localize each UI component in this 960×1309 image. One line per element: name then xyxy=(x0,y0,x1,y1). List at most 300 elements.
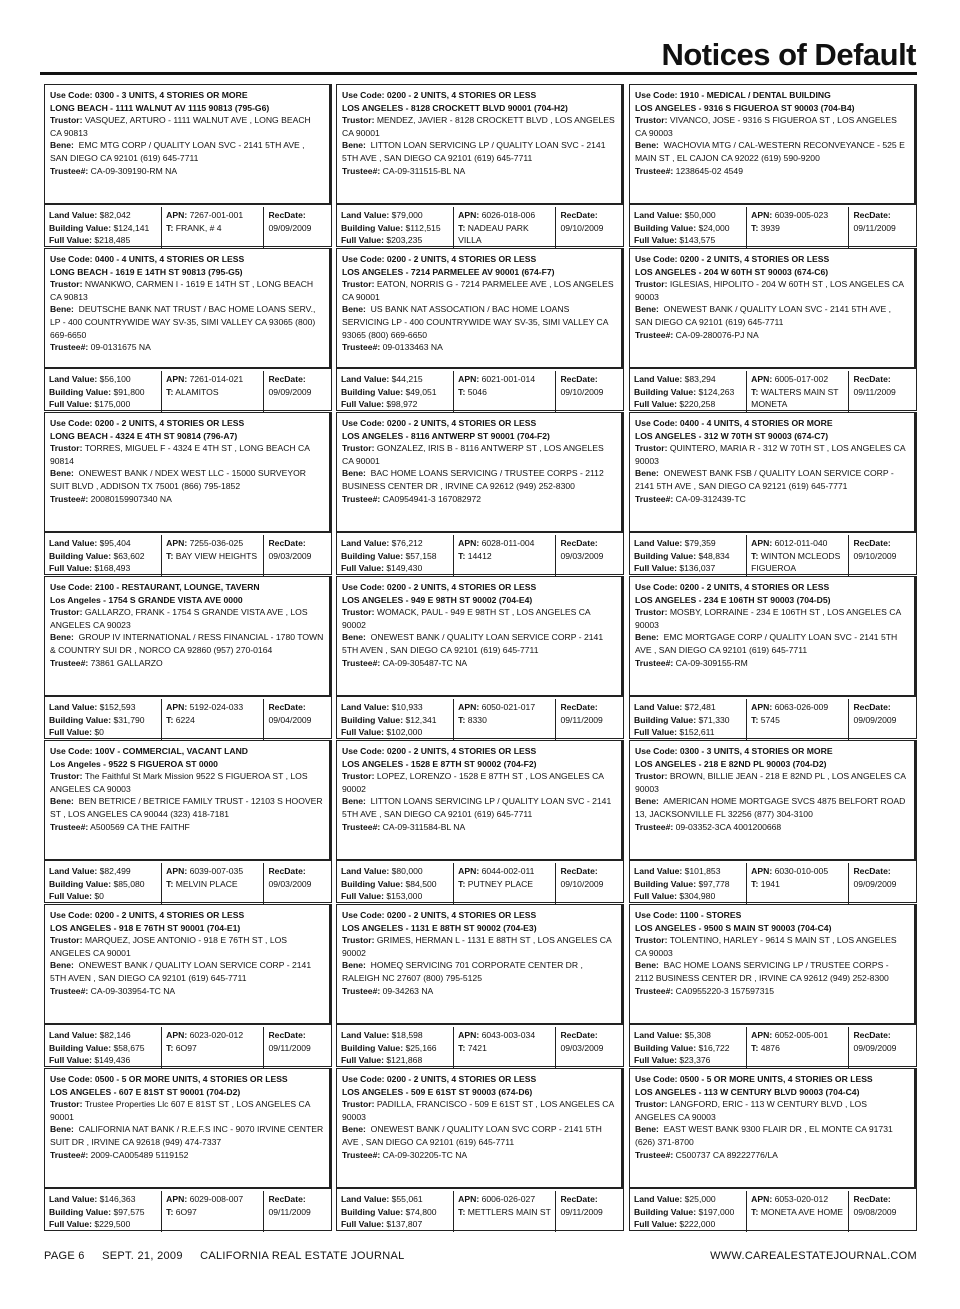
trustee-line xyxy=(635,821,909,834)
land-value-label: Land Value: xyxy=(341,374,390,384)
apn-value: 6039-007-035 xyxy=(189,866,244,876)
tract-label: T: xyxy=(166,714,174,725)
apn-line xyxy=(751,865,844,878)
tract-label: T: xyxy=(458,1206,466,1217)
building-value-line xyxy=(341,878,449,891)
tract-value: 14412 xyxy=(467,550,492,561)
land-value-label: Land Value: xyxy=(634,702,683,712)
trustee-value: CA-09-305487-TC NA xyxy=(382,657,468,668)
tract-line xyxy=(458,1206,551,1219)
trustor-line xyxy=(635,442,909,467)
bene-label: Bene: xyxy=(635,632,659,643)
notice-body xyxy=(45,249,331,369)
trustee-label: Trustee#: xyxy=(635,165,674,176)
use-code: Use Code: 1100 - STORES xyxy=(635,910,742,920)
notice-body xyxy=(630,577,916,697)
full-value-label: Full Value: xyxy=(49,1219,92,1230)
property-location: LOS ANGELES - 113 W CENTURY BLVD 90003 (704-C4) xyxy=(635,1086,860,1097)
apn-value: 7267-001-001 xyxy=(189,210,244,220)
apn-line xyxy=(166,209,259,222)
notice-values xyxy=(630,863,916,904)
land-value-line xyxy=(341,1029,449,1042)
trustee-label: Trustee#: xyxy=(50,1149,89,1160)
land-value-line xyxy=(341,865,449,878)
apn-value: 6039-005-023 xyxy=(774,210,829,220)
apn-label: APN: xyxy=(166,374,188,384)
apn-cell xyxy=(162,1027,264,1068)
trustee-value: 2009-CA005489 5119152 xyxy=(90,1149,189,1160)
land-value-line xyxy=(634,1029,742,1042)
recdate-label: RecDate: xyxy=(268,538,306,548)
full-value-label: Full Value: xyxy=(341,891,384,902)
apn-label: APN: xyxy=(751,538,773,548)
apn-value: 6028-011-004 xyxy=(481,538,535,548)
bene-value: BEN BETRICE / BETRICE FAMILY TRUST - 12103 S HOOVER ST , LOS ANGELES CA 90044 (323) 418-7181 xyxy=(50,796,323,819)
notice-values xyxy=(630,1027,916,1068)
building-value-label: Building Value: xyxy=(49,550,112,561)
notice-body xyxy=(630,1069,916,1189)
trustee-value: CA-09-280076-PJ NA xyxy=(675,329,759,340)
bene-label: Bene: xyxy=(50,960,74,971)
notice-values xyxy=(45,535,331,576)
building-value-line xyxy=(341,386,449,399)
value-cell xyxy=(337,863,454,904)
land-value-line xyxy=(49,865,157,878)
bene-line xyxy=(50,467,324,492)
building-value-line xyxy=(49,550,157,563)
trustee-label: Trustee#: xyxy=(50,821,89,832)
bene-label: Bene: xyxy=(50,1124,74,1135)
recdate-value: 09/10/2009 xyxy=(853,550,897,561)
full-value-line xyxy=(341,562,449,575)
notice-values xyxy=(337,535,623,576)
building-value-line xyxy=(341,1206,449,1219)
apn-label: APN: xyxy=(751,702,773,712)
notice-values xyxy=(45,1191,331,1232)
apn-line xyxy=(751,1193,844,1206)
use-code: Use Code: 0200 - 2 UNITS, 4 STORIES OR LESS xyxy=(342,910,537,920)
apn-value: 6053-020-012 xyxy=(774,1194,829,1204)
recdate-label: RecDate: xyxy=(560,1030,598,1040)
building-value-label: Building Value: xyxy=(634,1042,697,1053)
notice-values xyxy=(337,1027,623,1068)
notice-body xyxy=(630,249,916,369)
building-value-label: Building Value: xyxy=(634,222,697,233)
trustor-value: TOLENTINO, HARLEY - 9614 S MAIN ST , LOS ANGELES CA 90003 xyxy=(635,935,897,958)
apn-label: APN: xyxy=(458,210,480,220)
recdate-label: RecDate: xyxy=(268,1030,306,1040)
recdate-cell xyxy=(556,207,623,248)
building-value: $12,341 xyxy=(405,714,437,725)
notice-entry xyxy=(44,1068,332,1231)
tract-value: 8330 xyxy=(467,714,487,725)
building-value-label: Building Value: xyxy=(49,1042,112,1053)
recdate-label: RecDate: xyxy=(560,866,598,876)
value-cell xyxy=(337,207,454,248)
trustor-value: EATON, NORRIS G - 7214 PARMELEE AVE , LOS ANGELES CA 90001 xyxy=(342,279,614,302)
notice-values xyxy=(630,1191,916,1232)
tract-value: NADEAU PARK VILLA xyxy=(458,222,529,246)
building-value: $71,330 xyxy=(698,714,730,725)
footer-website[interactable]: WWW.CAREALESTATEJOURNAL.COM xyxy=(710,1250,917,1262)
building-value: $25,166 xyxy=(405,1042,437,1053)
building-value-label: Building Value: xyxy=(634,714,697,725)
trustor-value: GONZALEZ, IRIS B - 8116 ANTWERP ST , LOS ANGELES CA 90001 xyxy=(342,443,604,466)
notice-values xyxy=(45,207,331,248)
bene-label: Bene: xyxy=(50,304,74,315)
land-value: $82,146 xyxy=(99,1030,131,1040)
notice-body xyxy=(45,577,331,697)
building-value-line xyxy=(341,714,449,727)
apn-line xyxy=(166,537,259,550)
apn-cell xyxy=(162,699,264,740)
use-code: Use Code: 2100 - RESTAURANT, LOUNGE, TAVERN xyxy=(50,582,260,592)
apn-cell xyxy=(162,1191,264,1232)
full-value-label: Full Value: xyxy=(634,235,677,246)
land-value: $79,359 xyxy=(684,538,716,548)
trustee-line xyxy=(342,657,616,670)
building-value: $63,602 xyxy=(113,550,145,561)
apn-line xyxy=(458,701,551,714)
property-location: LOS ANGELES - 204 W 60TH ST 90003 (674-C6) xyxy=(635,266,829,277)
building-value-label: Building Value: xyxy=(341,1042,404,1053)
recdate-value: 09/03/2009 xyxy=(268,550,312,561)
trustor-label: Trustor: xyxy=(342,1099,375,1110)
trustee-line xyxy=(342,821,616,834)
bene-value: DEUTSCHE BANK NAT TRUST / BAC HOME LOANS SERV., LP - 400 COUNTRYWIDE WAY SV-35, SIMI VALLEY CA 93065 (800) 669-6650 xyxy=(50,304,316,340)
apn-cell xyxy=(454,863,556,904)
notice-body xyxy=(45,413,331,533)
notice-body xyxy=(630,741,916,861)
land-value: $95,404 xyxy=(99,538,131,548)
bene-value: ONEWEST BANK FSB / QUALITY LOAN SERVICE CORP - 2141 5TH AVE , SAN DIEGO CA 92121 (619) 645-7771 xyxy=(635,468,894,491)
trustor-value: BROWN, BILLIE JEAN - 218 E 82ND PL , LOS ANGELES CA 90003 xyxy=(635,771,906,794)
bene-value: CALIFORNIA NAT BANK / R.E.F.S INC - 9070 IRVINE CENTER SUIT DR , IRVINE CA 92618 (949) 474-7337 xyxy=(50,1124,324,1147)
full-value-line xyxy=(634,726,742,739)
trustor-value: QUINTERO, MARIA R - 312 W 70TH ST , LOS ANGELES CA 90003 xyxy=(635,443,906,466)
tract-label: T: xyxy=(166,1042,174,1053)
notice-column xyxy=(336,84,624,1233)
tract-label: T: xyxy=(751,386,759,397)
trustor-label: Trustor: xyxy=(635,607,668,618)
apn-line xyxy=(751,1029,844,1042)
use-code: Use Code: 1910 - MEDICAL / DENTAL BUILDING xyxy=(635,90,831,100)
apn-value: 6052-005-001 xyxy=(774,1030,829,1040)
trustee-line xyxy=(342,493,616,506)
building-value-label: Building Value: xyxy=(341,222,404,233)
trustee-value: A500569 CA THE FAITHF xyxy=(90,821,190,832)
trustor-line xyxy=(342,1098,616,1123)
bene-line xyxy=(635,631,909,656)
building-value-label: Building Value: xyxy=(49,1206,112,1217)
property-location: LONG BEACH - 1619 E 14TH ST 90813 (795-G5) xyxy=(50,266,243,277)
recdate-cell xyxy=(849,1191,916,1232)
notice-entry xyxy=(44,248,332,411)
bene-value: HOMEQ SERVICING 701 CORPORATE CENTER DR , RALEIGH NC 27607 (800) 795-5125 xyxy=(342,960,583,983)
full-value: $304,980 xyxy=(679,891,716,902)
apn-cell xyxy=(747,863,849,904)
bene-value: GROUP IV INTERNATIONAL / RESS FINANCIAL - 1780 TOWN & COUNTRY SUI DR , NORCO CA 92860 (957) 270-0164 xyxy=(50,632,324,655)
bene-line xyxy=(50,631,324,656)
recdate-cell xyxy=(264,863,331,904)
land-value-label: Land Value: xyxy=(49,210,98,220)
value-cell xyxy=(45,699,162,740)
tract-line xyxy=(166,386,259,399)
trustee-line xyxy=(342,341,616,354)
recdate-cell xyxy=(264,1191,331,1232)
apn-line xyxy=(751,701,844,714)
bene-line xyxy=(635,959,909,984)
trustee-label: Trustee#: xyxy=(50,985,89,996)
apn-cell xyxy=(454,1027,556,1068)
land-value: $152,593 xyxy=(99,702,136,712)
notices-grid xyxy=(44,84,917,1233)
full-value: $203,235 xyxy=(386,235,423,246)
apn-value: 6063-026-009 xyxy=(774,702,829,712)
use-code: Use Code: 0300 - 3 UNITS, 4 STORIES OR MORE xyxy=(635,746,833,756)
use-code: Use Code: 0200 - 2 UNITS, 4 STORIES OR LESS xyxy=(342,90,537,100)
apn-label: APN: xyxy=(166,538,188,548)
recdate-value: 09/08/2009 xyxy=(853,1206,897,1217)
building-value-label: Building Value: xyxy=(634,550,697,561)
recdate-value: 09/09/2009 xyxy=(853,1042,897,1053)
tract-label: T: xyxy=(751,1042,759,1053)
land-value-line xyxy=(634,209,742,222)
land-value: $25,000 xyxy=(684,1194,716,1204)
apn-label: APN: xyxy=(458,374,480,384)
recdate-label: RecDate: xyxy=(268,374,306,384)
building-value-label: Building Value: xyxy=(49,878,112,889)
building-value-label: Building Value: xyxy=(634,1206,697,1217)
full-value: $98,972 xyxy=(386,399,418,410)
tract-label: T: xyxy=(166,550,174,561)
bene-value: LITTON LOANS SERVICING LP / QUALITY LOAN SVC - 2141 5TH AVE , SAN DIEGO CA 92101 (619) 645-7711 xyxy=(342,796,612,819)
recdate-label: RecDate: xyxy=(853,538,891,548)
apn-line xyxy=(166,1193,259,1206)
full-value: $23,376 xyxy=(679,1055,711,1066)
tract-value: MONETA AVE HOME xyxy=(760,1206,844,1217)
apn-line xyxy=(458,209,551,222)
recdate-cell xyxy=(264,699,331,740)
trustee-line xyxy=(342,1149,616,1162)
bene-line xyxy=(50,139,324,164)
building-value: $57,158 xyxy=(405,550,437,561)
full-value-label: Full Value: xyxy=(49,727,92,738)
apn-value: 6023-020-012 xyxy=(189,1030,244,1040)
notice-entry xyxy=(629,576,917,739)
trustee-value: 1238645-02 4549 xyxy=(675,165,743,176)
building-value: $74,800 xyxy=(405,1206,437,1217)
property-location: LOS ANGELES - 949 E 98TH ST 90002 (704-E4) xyxy=(342,594,533,605)
full-value: $143,575 xyxy=(679,235,716,246)
land-value-label: Land Value: xyxy=(341,210,390,220)
full-value-label: Full Value: xyxy=(49,891,92,902)
trustor-line xyxy=(50,934,324,959)
full-value: $175,000 xyxy=(94,399,131,410)
trustor-line xyxy=(342,770,616,795)
land-value-line xyxy=(341,701,449,714)
bene-line xyxy=(342,303,616,341)
building-value: $97,778 xyxy=(698,878,730,889)
bene-value: EMC MORTGAGE CORP / QUALITY LOAN SVC - 2141 5TH AVE , SAN DIEGO CA 92101 (619) 645-7711 xyxy=(635,632,898,655)
full-value-line xyxy=(49,398,157,411)
notice-values xyxy=(337,207,623,248)
use-code: Use Code: 0200 - 2 UNITS, 4 STORIES OR LESS xyxy=(342,418,537,428)
building-value: $16,722 xyxy=(698,1042,730,1053)
trustor-line xyxy=(50,278,324,303)
tract-line xyxy=(166,1042,259,1055)
trustee-value: CA0954941-3 167082972 xyxy=(382,493,482,504)
trustee-label: Trustee#: xyxy=(50,165,89,176)
trustor-label: Trustor: xyxy=(342,115,375,126)
notice-body xyxy=(337,741,623,861)
bene-value: EMC MTG CORP / QUALITY LOAN SVC - 2141 5TH AVE , SAN DIEGO CA 92101 (619) 645-7711 xyxy=(50,140,305,163)
use-code: Use Code: 0200 - 2 UNITS, 4 STORIES OR LESS xyxy=(50,418,245,428)
property-location: LOS ANGELES - 509 E 61ST ST 90003 (674-D6) xyxy=(342,1086,533,1097)
trustee-value: CA-09-302205-TC NA xyxy=(382,1149,468,1160)
use-code: Use Code: 0500 - 5 OR MORE UNITS, 4 STORIES OR LESS xyxy=(635,1074,873,1084)
tract-line xyxy=(458,1042,551,1055)
tract-label: T: xyxy=(166,222,174,233)
land-value-line xyxy=(49,701,157,714)
apn-line xyxy=(751,209,844,222)
apn-line xyxy=(166,373,259,386)
land-value-label: Land Value: xyxy=(634,1194,683,1204)
trustor-line xyxy=(342,606,616,631)
notice-values xyxy=(337,1191,623,1232)
tract-label: T: xyxy=(166,386,174,397)
recdate-cell xyxy=(849,863,916,904)
use-code: Use Code: 0300 - 3 UNITS, 4 STORIES OR MORE xyxy=(50,90,248,100)
land-value: $82,499 xyxy=(99,866,131,876)
trustee-label: Trustee#: xyxy=(342,985,381,996)
apn-label: APN: xyxy=(458,538,480,548)
apn-cell xyxy=(162,535,264,576)
bene-label: Bene: xyxy=(635,468,659,479)
recdate-label: RecDate: xyxy=(268,702,306,712)
bene-value: ONEWEST BANK / QUALITY LOAN SERVICE CORP - 2141 5TH AVEN , SAN DIEGO CA 92101 (619) 645-7711 xyxy=(50,960,312,983)
trustee-label: Trustee#: xyxy=(342,1149,381,1160)
bene-label: Bene: xyxy=(635,1124,659,1135)
trustor-label: Trustor: xyxy=(342,935,375,946)
bene-line xyxy=(50,1123,324,1148)
trustor-line xyxy=(342,278,616,303)
bene-value: ONEWEST BANK / NDEX WEST LLC - 15000 SURVEYOR SUIT BLVD , ADDISON TX 75001 (866) 795-1852 xyxy=(50,468,306,491)
apn-value: 6021-001-014 xyxy=(481,374,536,384)
full-value-line xyxy=(341,726,449,739)
trustee-value: CA-09-303954-TC NA xyxy=(90,985,176,996)
land-value: $146,363 xyxy=(99,1194,136,1204)
bene-line xyxy=(342,139,616,164)
trustee-value: CA-09-309190-RM NA xyxy=(90,165,178,176)
trustor-label: Trustor: xyxy=(635,279,668,290)
recdate-label: RecDate: xyxy=(560,374,598,384)
tract-value: BAY VIEW HEIGHTS xyxy=(175,550,258,561)
recdate-value: 09/04/2009 xyxy=(268,714,312,725)
full-value-line xyxy=(341,890,449,903)
apn-line xyxy=(166,865,259,878)
trustee-line xyxy=(342,985,616,998)
recdate-cell xyxy=(556,535,623,576)
trustor-value: VASQUEZ, ARTURO - 1111 WALNUT AVE , LONG BEACH CA 90813 xyxy=(50,115,311,138)
recdate-cell xyxy=(556,1191,623,1232)
apn-label: APN: xyxy=(751,210,773,220)
land-value: $55,061 xyxy=(391,1194,423,1204)
full-value-line xyxy=(341,1218,449,1231)
full-value-label: Full Value: xyxy=(49,563,92,574)
notice-entry xyxy=(44,576,332,739)
land-value-label: Land Value: xyxy=(49,866,98,876)
full-value: $152,611 xyxy=(679,727,715,738)
land-value: $72,481 xyxy=(684,702,716,712)
trustor-label: Trustor: xyxy=(635,443,668,454)
apn-line xyxy=(458,1193,551,1206)
tract-value: 3939 xyxy=(760,222,780,233)
trustee-label: Trustee#: xyxy=(635,329,674,340)
apn-value: 6006-026-027 xyxy=(481,1194,536,1204)
trustee-label: Trustee#: xyxy=(50,657,89,668)
full-value-line xyxy=(634,890,742,903)
trustor-line xyxy=(635,1098,909,1123)
bene-value: EAST WEST BANK 9300 FLAIR DR , EL MONTE CA 91731 (626) 371-8700 xyxy=(635,1124,893,1147)
recdate-value: 09/09/2009 xyxy=(268,222,312,233)
value-cell xyxy=(45,863,162,904)
tract-value: PUTNEY PLACE xyxy=(467,878,534,889)
value-cell xyxy=(630,1027,747,1068)
trustor-value: TORRES, MIGUEL F - 4324 E 4TH ST , LONG BEACH CA 90814 xyxy=(50,443,310,466)
bene-line xyxy=(635,1123,909,1148)
tract-line xyxy=(458,222,551,247)
notice-entry xyxy=(336,248,624,411)
bene-label: Bene: xyxy=(342,468,366,479)
building-value-line xyxy=(341,222,449,235)
value-cell xyxy=(45,371,162,412)
tract-label: T: xyxy=(166,1206,174,1217)
trustee-value: CA-09-311584-BL NA xyxy=(382,821,466,832)
use-code: Use Code: 0200 - 2 UNITS, 4 STORIES OR LESS xyxy=(342,746,537,756)
recdate-label: RecDate: xyxy=(268,210,306,220)
full-value-label: Full Value: xyxy=(634,563,677,574)
tract-value: 7421 xyxy=(467,1042,487,1053)
bene-line xyxy=(342,467,616,492)
trustee-label: Trustee#: xyxy=(342,493,381,504)
apn-cell xyxy=(454,207,556,248)
apn-value: 5192-024-033 xyxy=(189,702,244,712)
notice-entry xyxy=(629,84,917,247)
value-cell xyxy=(337,1191,454,1232)
property-location: LOS ANGELES - 1528 E 87TH ST 90002 (704-F2) xyxy=(342,758,537,769)
full-value-line xyxy=(634,234,742,247)
apn-cell xyxy=(454,1191,556,1232)
trustor-value: GRIMES, HERMAN L - 1131 E 88TH ST , LOS ANGELES CA 90002 xyxy=(342,935,612,958)
recdate-label: RecDate: xyxy=(853,1030,891,1040)
notice-body xyxy=(337,85,623,205)
apn-cell xyxy=(162,207,264,248)
notice-entry xyxy=(629,412,917,575)
recdate-label: RecDate: xyxy=(560,538,598,548)
trustee-label: Trustee#: xyxy=(635,657,674,668)
recdate-label: RecDate: xyxy=(560,1194,598,1204)
recdate-value: 09/09/2009 xyxy=(268,386,312,397)
building-value-label: Building Value: xyxy=(49,386,112,397)
recdate-label: RecDate: xyxy=(853,866,891,876)
recdate-value: 09/11/2009 xyxy=(853,386,896,397)
land-value: $83,294 xyxy=(684,374,716,384)
value-cell xyxy=(630,371,747,412)
land-value-label: Land Value: xyxy=(634,374,683,384)
bene-line xyxy=(342,795,616,820)
full-value-line xyxy=(341,398,449,411)
